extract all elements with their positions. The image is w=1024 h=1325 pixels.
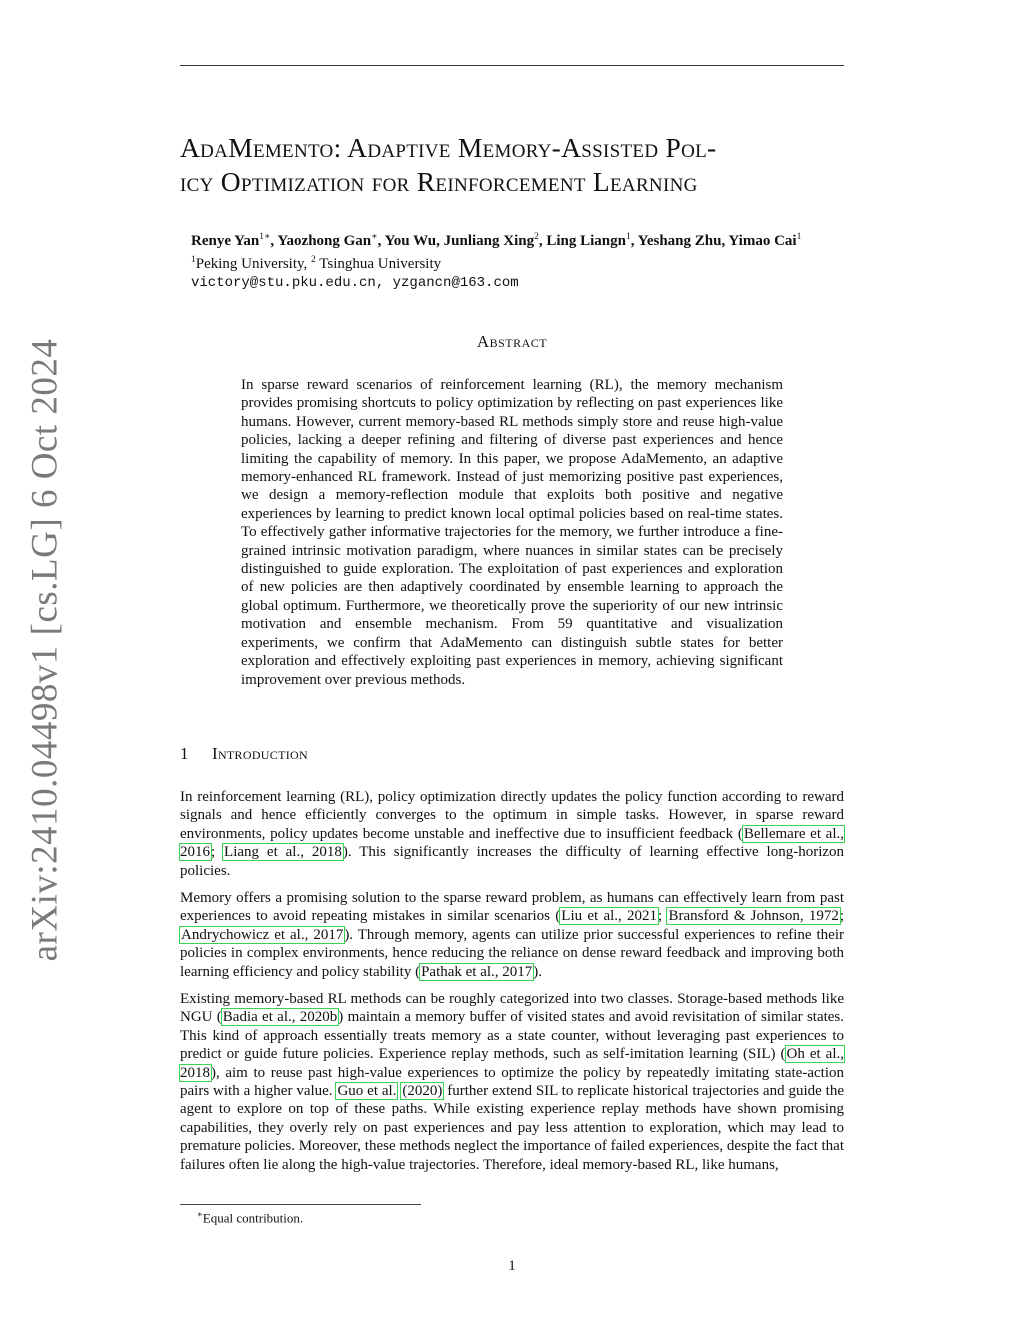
citation-link[interactable]: Liang et al., 2018 xyxy=(224,844,342,861)
citation-link[interactable]: Bellemare et al., 2016 xyxy=(180,825,844,861)
intro-paragraph-2: Memory offers a promising solution to the sparse reward problem, as humans can effectively learn from past experiences to avoid repeating mistakes in similar scenarios (Liu et al., 2021; Bransford & Johnson, 1972; Andrychowicz et al., 2017). Through memory, agents can utilize prior successful experiences to refine their policies in complex environments, hence reducing the reliance on dense reward feedback and improving both learning efficiency and policy stability (Pathak et al., 2017). xyxy=(180,890,845,980)
footnote: ∗Equal contribution. xyxy=(197,1209,304,1226)
section-title: Introduction xyxy=(212,744,308,763)
footnote-rule xyxy=(180,1204,421,1205)
header-rule xyxy=(180,65,844,66)
title-line-1: AdaMemento: Adaptive Memory-Assisted Pol- xyxy=(180,132,717,163)
intro-paragraph-3: Existing memory-based RL methods can be roughly categorized into two classes. Storage-based methods like NGU (Badia et al., 2020b) maintain a memory buffer of visited states and avoid revisitation of similar states. This kind of approach essentially treats memory as a state counter, without leveraging past experiences to predict or guide future policies. Experience replay methods, such as self-imitation learning (SIL) (Oh et al., 2018), aim to reuse past high-value experiences to optimize the policy by repeatedly imitating state-action pairs with a higher value. Guo et al. (2020) further extend SIL to replicate historical trajectories and guide the agent to explore on top of these paths. While existing experience replay methods have shown promising capabilities, they overly rely on past experiences and pay less attention to exploration, which may lead to premature policies. Moreover, these methods neglect the importance of failed experiences, despite the fact that failures often lie along the high-value trajectories. Therefore, ideal memory-based RL, like humans, xyxy=(180,991,845,1173)
title-line-2: icy Optimization for Reinforcement Learning xyxy=(180,166,698,197)
paper-title xyxy=(180,131,860,199)
citation-link[interactable]: (2020) xyxy=(402,1083,443,1100)
citation-link[interactable]: Andrychowicz et al., 2017 xyxy=(181,926,344,943)
page-number: 1 xyxy=(508,1258,516,1274)
author-affiliations: $^1$Peking University, $^2$ Tsinghua University xyxy=(191,255,442,272)
citation-link[interactable]: Bransford & Johnson, 1972 xyxy=(668,908,839,925)
citation-link[interactable]: Badia et al., 2020b xyxy=(222,1009,338,1026)
abstract-text: In sparse reward scenarios of reinforcement learning (RL), the memory mechanism provides promising shortcuts to policy optimization by reflecting on past experiences like humans. However, current memory-based RL methods simply store and reuse high-value policies, lacking a deeper refining and filtering of diverse past experiences and hence limiting the capability of memory. In this paper, we propose AdaMemento, an adaptive memory-enhanced RL framework. Instead of just memorizing positive past experiences, we design a memory-reflection module that exploits both positive and negative experiences by learning to predict known local optimal policies based on real-time states. To effectively gather informative trajectories for the memory, we further introduce a fine-grained intrinsic motivation paradigm, where nuances in similar states can be precisely distinguished to guide exploration. The exploitation of past experiences and exploration of new policies are then adaptively coordinated by ensemble learning to approach the global optimum. Furthermore, we theoretically prove the superiority of our new intrinsic motivation and ensemble mechanism. From 59 quantitative and visualization experiments, we confirm that AdaMemento can distinguish subtle states for better exploration and effectively exploiting past experiences in memory, achieving significant improvement over previous methods. xyxy=(241,377,783,688)
author-emails[interactable]: victory@stu.pku.edu.cn, yzgancn@163.com xyxy=(191,275,519,291)
arxiv-identifier[interactable]: arXiv:2410.04498v1 [cs.LG] 6 Oct 2024 xyxy=(24,338,66,962)
abstract-heading: Abstract xyxy=(476,332,548,351)
citation-link[interactable]: Guo et al. xyxy=(337,1083,397,1100)
intro-paragraph-1: In reinforcement learning (RL), policy optimization directly updates the policy function according to reward signals and hence efficiently converges to the optimum in simple tasks. However, in sparse reward environments, policy updates become unstable and ineffective due to insufficient feedback (Bellemare et al., 2016; Liang et al., 2018). This significantly increases the difficulty of learning effective long-horizon policies. xyxy=(180,789,845,879)
section-number: 1 xyxy=(180,744,189,763)
section-heading-introduction xyxy=(180,744,308,764)
citation-link[interactable]: Pathak et al., 2017 xyxy=(421,963,533,980)
author-block xyxy=(191,228,881,293)
citation-link[interactable]: Oh et al., 2018 xyxy=(180,1046,844,1081)
citation-link[interactable]: Liu et al., 2021 xyxy=(561,908,658,925)
author-names: Renye Yan$^{1∗}$, Yaozhong Gan∗, You Wu, Junliang Xing$^2$, Ling Liangn$^1$, Yeshang Zhu, Yimao Cai$^1$ xyxy=(191,232,802,249)
